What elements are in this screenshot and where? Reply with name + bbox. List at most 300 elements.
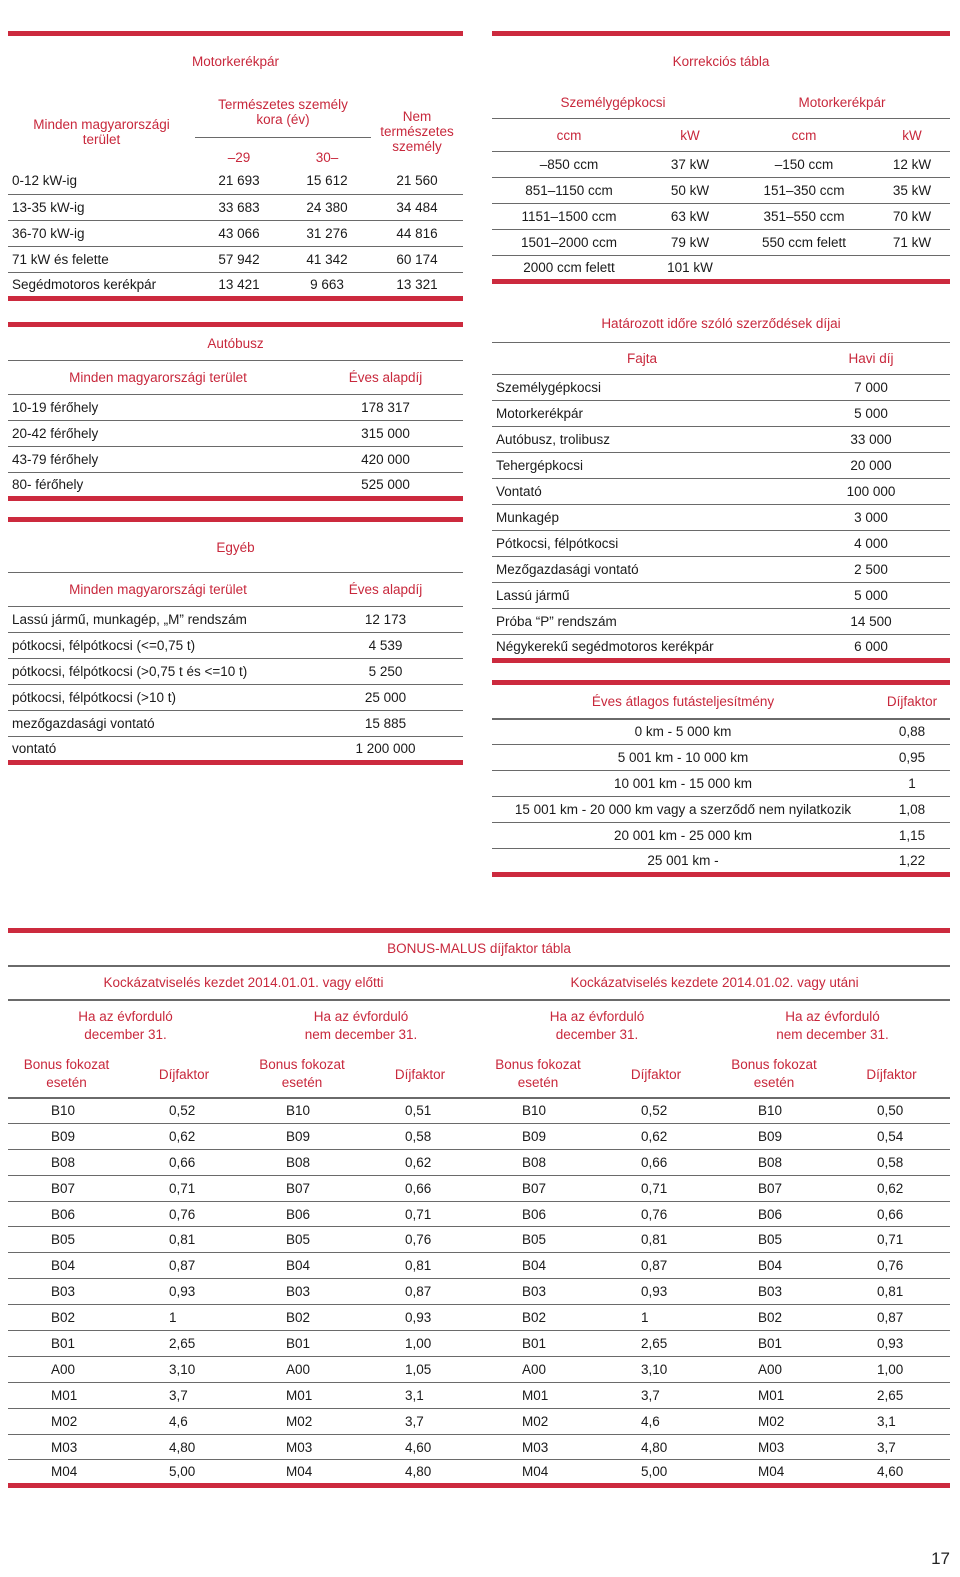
bm-cell: B05 xyxy=(715,1227,833,1253)
korr-row xyxy=(492,178,950,204)
korr-kw-1: kW xyxy=(646,119,734,152)
other-cell: 15 885 xyxy=(308,711,463,737)
bm-row xyxy=(8,1382,950,1408)
page-number: 17 xyxy=(931,1549,950,1568)
moto-cell: 36-70 kW-ig xyxy=(8,220,195,246)
korr-title: Korrekciós tábla xyxy=(492,34,950,87)
moto-row xyxy=(8,272,463,298)
fixed-cell: Mezőgazdasági vontató xyxy=(492,556,792,582)
bus-cell: 43-79 férőhely xyxy=(8,447,308,473)
other-cell: 25 000 xyxy=(308,685,463,711)
bm-cell: 0,71 xyxy=(833,1227,950,1253)
other-cell: pótkocsi, félpótkocsi (>0,75 t és <=10 t) xyxy=(8,659,308,685)
bm-cell: M04 xyxy=(715,1460,833,1486)
bm-cell: B04 xyxy=(8,1253,125,1279)
bm-row xyxy=(8,1434,950,1460)
fixed-cell: Vontató xyxy=(492,478,792,504)
korr-ccm-1: ccm xyxy=(492,119,646,152)
bm-cell: B02 xyxy=(8,1305,125,1331)
other-row xyxy=(8,633,463,659)
bm-anniversary-line1: Ha az évforduló xyxy=(313,1009,409,1024)
bm-table xyxy=(8,928,950,1488)
other-cell: pótkocsi, félpótkocsi (>10 t) xyxy=(8,685,308,711)
moto-table xyxy=(8,31,463,177)
moto-col-legal: Nem természetes személy xyxy=(380,109,454,154)
bm-cell: 0,62 xyxy=(125,1123,243,1149)
bm-row xyxy=(8,1356,950,1382)
bm-anniversary-line2: december 31. xyxy=(555,1027,639,1042)
fixed-cell: Motorkerékpár xyxy=(492,400,792,426)
bm-cell: 1,05 xyxy=(361,1356,479,1382)
other-col-fee: Éves alapdíj xyxy=(308,573,463,607)
bm-cell: B08 xyxy=(8,1149,125,1175)
bm-cell: B10 xyxy=(479,1098,597,1124)
km-cell: 1 xyxy=(874,771,950,797)
moto-cell: 57 942 xyxy=(195,246,283,272)
moto-cell: 13-35 kW-ig xyxy=(8,194,195,220)
korr-row xyxy=(492,256,950,282)
fixed-row xyxy=(492,478,950,504)
bus-row xyxy=(8,395,463,421)
bm-cell: 0,93 xyxy=(597,1279,715,1305)
bm-cell: M02 xyxy=(8,1408,125,1434)
bus-col-region: Minden magyarországi terület xyxy=(8,361,308,395)
bm-anniversary-line2: nem december 31. xyxy=(776,1027,889,1042)
bm-col-factor: Díjfaktor xyxy=(361,1052,479,1098)
bm-cell: 1 xyxy=(597,1305,715,1331)
fixed-cell: Személygépkocsi xyxy=(492,374,792,400)
korr-cell: 550 ccm felett xyxy=(734,230,874,256)
bus-row xyxy=(8,473,463,499)
moto-cell: 34 484 xyxy=(371,194,463,220)
korr-row xyxy=(492,204,950,230)
bm-cell: 5,00 xyxy=(125,1460,243,1486)
bm-cell: 4,80 xyxy=(125,1434,243,1460)
bm-cell: 0,81 xyxy=(833,1279,950,1305)
bm-cell: 3,7 xyxy=(597,1382,715,1408)
other-cell: Lassú jármű, munkagép, „M” rendszám xyxy=(8,607,308,633)
moto-cell: 15 612 xyxy=(283,168,371,194)
bm-cell: B09 xyxy=(243,1123,361,1149)
korr-ccm-2: ccm xyxy=(734,119,874,152)
bm-row xyxy=(8,1305,950,1331)
bm-cell: 0,54 xyxy=(833,1123,950,1149)
bm-cell: 3,7 xyxy=(361,1408,479,1434)
korr-cell: 1501–2000 ccm xyxy=(492,230,646,256)
bm-cell: 0,50 xyxy=(833,1098,950,1124)
bm-cell: M02 xyxy=(715,1408,833,1434)
bm-cell: B07 xyxy=(479,1175,597,1201)
bm-cell: 2,65 xyxy=(597,1331,715,1357)
moto-cell: 13 421 xyxy=(195,272,283,298)
fixed-cell: 2 500 xyxy=(792,556,950,582)
bm-row xyxy=(8,1098,950,1124)
km-row xyxy=(492,771,950,797)
bm-row xyxy=(8,1253,950,1279)
bm-cell: 0,76 xyxy=(125,1201,243,1227)
bm-after: Kockázatviselés kezdete 2014.01.02. vagy utáni xyxy=(479,966,950,1000)
other-cell: 1 200 000 xyxy=(308,737,463,763)
bm-cell: A00 xyxy=(8,1356,125,1382)
bm-row xyxy=(8,1201,950,1227)
fixed-row xyxy=(492,582,950,608)
bm-col-bonus xyxy=(243,1052,361,1098)
bus-cell: 525 000 xyxy=(308,473,463,499)
bm-cell: B08 xyxy=(715,1149,833,1175)
bm-cell: B04 xyxy=(715,1253,833,1279)
bm-cell: 3,1 xyxy=(833,1408,950,1434)
bm-cell: 2,65 xyxy=(833,1382,950,1408)
bm-cell: B09 xyxy=(8,1123,125,1149)
bm-cell: 4,60 xyxy=(361,1434,479,1460)
moto-cell: 13 321 xyxy=(371,272,463,298)
bus-table xyxy=(8,322,463,501)
bm-cell: B05 xyxy=(479,1227,597,1253)
bm-col-factor: Díjfaktor xyxy=(833,1052,950,1098)
bm-col-factor: Díjfaktor xyxy=(597,1052,715,1098)
other-row xyxy=(8,711,463,737)
bm-cell: 1 xyxy=(125,1305,243,1331)
fixed-cell: 100 000 xyxy=(792,478,950,504)
fixed-cell: Négykerekű segédmotoros kerékpár xyxy=(492,634,792,660)
fixed-cell: Lassú jármű xyxy=(492,582,792,608)
fixed-cell: Autóbusz, trolibusz xyxy=(492,426,792,452)
bm-cell: B05 xyxy=(8,1227,125,1253)
bm-cell: 0,62 xyxy=(361,1149,479,1175)
bm-cell: B04 xyxy=(479,1253,597,1279)
km-cell: 20 001 km - 25 000 km xyxy=(492,823,874,849)
moto-cell: 60 174 xyxy=(371,246,463,272)
bm-cell: 0,81 xyxy=(125,1227,243,1253)
bm-cell: 0,81 xyxy=(597,1227,715,1253)
bm-col-factor: Díjfaktor xyxy=(125,1052,243,1098)
bm-cell: B10 xyxy=(715,1098,833,1124)
korr-cell: 71 kW xyxy=(874,230,950,256)
korr-cell: 79 kW xyxy=(646,230,734,256)
km-col-factor: Díjfaktor xyxy=(874,683,950,719)
bm-cell: 0,87 xyxy=(125,1253,243,1279)
korr-cell: 50 kW xyxy=(646,178,734,204)
fixed-cell: 20 000 xyxy=(792,452,950,478)
bus-cell: 178 317 xyxy=(308,395,463,421)
bm-cell: 4,80 xyxy=(361,1460,479,1486)
km-cell: 5 001 km - 10 000 km xyxy=(492,745,874,771)
bus-col-fee: Éves alapdíj xyxy=(308,361,463,395)
korr-cell xyxy=(874,256,950,282)
bm-cell: M01 xyxy=(715,1382,833,1408)
bm-col-bonus xyxy=(8,1052,125,1098)
fixed-cell: 33 000 xyxy=(792,426,950,452)
bm-cell: 1,00 xyxy=(833,1356,950,1382)
bus-cell: 80- férőhely xyxy=(8,473,308,499)
bm-anniversary-header xyxy=(715,1000,950,1052)
bm-anniversary-line1: Ha az évforduló xyxy=(785,1009,880,1024)
km-cell: 0 km - 5 000 km xyxy=(492,719,874,745)
fixed-cell: 3 000 xyxy=(792,504,950,530)
korr-cell: 63 kW xyxy=(646,204,734,230)
km-cell: 0,88 xyxy=(874,719,950,745)
other-row xyxy=(8,607,463,633)
other-cell: pótkocsi, félpótkocsi (<=0,75 t) xyxy=(8,633,308,659)
km-row xyxy=(492,797,950,823)
bm-cell: M02 xyxy=(243,1408,361,1434)
bm-anniversary-line2: december 31. xyxy=(84,1027,167,1042)
bm-anniversary-header xyxy=(243,1000,479,1052)
bm-cell: B01 xyxy=(715,1331,833,1357)
bm-cell: A00 xyxy=(715,1356,833,1382)
moto-cell: 43 066 xyxy=(195,220,283,246)
moto-cell: 21 693 xyxy=(195,168,283,194)
bm-anniversary-line1: Ha az évforduló xyxy=(549,1009,645,1024)
bm-col-bonus-line1: Bonus fokozat xyxy=(495,1057,581,1072)
fixed-cell: Próba “P” rendszám xyxy=(492,608,792,634)
fixed-col-type: Fajta xyxy=(492,342,792,374)
bm-row xyxy=(8,1123,950,1149)
fixed-row xyxy=(492,400,950,426)
other-row xyxy=(8,737,463,763)
korr-row xyxy=(492,230,950,256)
bm-cell: 3,10 xyxy=(597,1356,715,1382)
other-table xyxy=(8,517,463,765)
bm-col-bonus-line1: Bonus fokozat xyxy=(731,1057,817,1072)
fixed-row xyxy=(492,556,950,582)
bm-cell: 4,6 xyxy=(125,1408,243,1434)
korr-cell xyxy=(734,256,874,282)
km-cell: 0,95 xyxy=(874,745,950,771)
bm-cell: 3,1 xyxy=(361,1382,479,1408)
moto-col-age: Természetes személy kora (év) xyxy=(195,87,371,138)
fixed-cell: 5 000 xyxy=(792,400,950,426)
bm-cell: B03 xyxy=(8,1279,125,1305)
bm-cell: M01 xyxy=(8,1382,125,1408)
korr-kw-2: kW xyxy=(874,119,950,152)
bm-cell: B10 xyxy=(8,1098,125,1124)
moto-age-young: –29 xyxy=(227,149,251,165)
moto-row xyxy=(8,168,463,194)
bm-cell: B09 xyxy=(715,1123,833,1149)
bm-cell: 0,93 xyxy=(125,1279,243,1305)
fixed-col-fee: Havi díj xyxy=(792,342,950,374)
bm-cell: 0,52 xyxy=(125,1098,243,1124)
bm-cell: B01 xyxy=(8,1331,125,1357)
moto-row xyxy=(8,220,463,246)
fixed-row xyxy=(492,452,950,478)
bm-cell: 2,65 xyxy=(125,1331,243,1357)
bm-cell: 0,51 xyxy=(361,1098,479,1124)
bm-col-bonus-line2: esetén xyxy=(753,1075,795,1090)
bm-cell: 3,10 xyxy=(125,1356,243,1382)
km-cell: 1,08 xyxy=(874,797,950,823)
bm-cell: A00 xyxy=(243,1356,361,1382)
bm-cell: 0,81 xyxy=(361,1253,479,1279)
bm-cell: 3,7 xyxy=(125,1382,243,1408)
bm-cell: 0,62 xyxy=(833,1175,950,1201)
bm-row xyxy=(8,1227,950,1253)
bm-cell: B06 xyxy=(8,1201,125,1227)
bm-cell: 4,6 xyxy=(597,1408,715,1434)
bm-row xyxy=(8,1331,950,1357)
other-row xyxy=(8,659,463,685)
fixed-title: Határozott időre szóló szerződések díjai xyxy=(492,306,950,342)
other-cell: 5 250 xyxy=(308,659,463,685)
bm-cell: B02 xyxy=(243,1305,361,1331)
korr-cell: 1151–1500 ccm xyxy=(492,204,646,230)
km-row xyxy=(492,719,950,745)
bm-cell: B03 xyxy=(715,1279,833,1305)
bm-cell: M03 xyxy=(479,1434,597,1460)
korr-moto: Motorkerékpár xyxy=(734,87,950,119)
korr-cell: 37 kW xyxy=(646,152,734,178)
km-cell: 1,22 xyxy=(874,849,950,875)
bm-anniversary-header xyxy=(479,1000,715,1052)
bm-cell: 0,76 xyxy=(597,1201,715,1227)
other-cell: 12 173 xyxy=(308,607,463,633)
bm-cell: B07 xyxy=(8,1175,125,1201)
bm-cell: 0,93 xyxy=(833,1331,950,1357)
fixed-cell: 14 500 xyxy=(792,608,950,634)
fixed-row xyxy=(492,530,950,556)
moto-age-old: 30– xyxy=(315,149,339,165)
other-row xyxy=(8,685,463,711)
fixed-cell: Tehergépkocsi xyxy=(492,452,792,478)
bm-cell: B07 xyxy=(243,1175,361,1201)
korr-cell: –850 ccm xyxy=(492,152,646,178)
fixed-cell: 5 000 xyxy=(792,582,950,608)
other-col-region: Minden magyarországi terület xyxy=(8,573,308,607)
bm-cell: 0,62 xyxy=(597,1123,715,1149)
bm-cell: B02 xyxy=(715,1305,833,1331)
bm-cell: 0,87 xyxy=(361,1279,479,1305)
bm-row xyxy=(8,1279,950,1305)
bm-col-bonus xyxy=(715,1052,833,1098)
km-table xyxy=(492,680,950,877)
bm-cell: B08 xyxy=(243,1149,361,1175)
bm-cell: 0,76 xyxy=(833,1253,950,1279)
bm-cell: M01 xyxy=(243,1382,361,1408)
bm-cell: M02 xyxy=(479,1408,597,1434)
bus-row xyxy=(8,447,463,473)
bus-title: Autóbusz xyxy=(8,325,463,361)
fixed-cell: 6 000 xyxy=(792,634,950,660)
korr-cell: 70 kW xyxy=(874,204,950,230)
other-title: Egyéb xyxy=(8,520,463,573)
moto-cell: 24 380 xyxy=(283,194,371,220)
km-col-km: Éves átlagos futásteljesítmény xyxy=(492,683,874,719)
bm-cell: M03 xyxy=(8,1434,125,1460)
km-row xyxy=(492,849,950,875)
bm-before: Kockázatviselés kezdet 2014.01.01. vagy előtti xyxy=(8,966,479,1000)
moto-cell: Segédmotoros kerékpár xyxy=(8,272,195,298)
moto-body xyxy=(8,168,463,301)
bm-cell: B06 xyxy=(479,1201,597,1227)
bm-cell: M04 xyxy=(8,1460,125,1486)
bm-cell: M03 xyxy=(243,1434,361,1460)
fixed-row xyxy=(492,608,950,634)
bm-cell: A00 xyxy=(479,1356,597,1382)
bm-cell: 0,76 xyxy=(361,1227,479,1253)
moto-row xyxy=(8,246,463,272)
fixed-row xyxy=(492,634,950,660)
bm-row xyxy=(8,1175,950,1201)
moto-cell: 44 816 xyxy=(371,220,463,246)
bm-cell: 0,66 xyxy=(125,1149,243,1175)
bm-row xyxy=(8,1460,950,1486)
bus-cell: 420 000 xyxy=(308,447,463,473)
bm-col-bonus-line1: Bonus fokozat xyxy=(259,1057,345,1072)
bm-cell: B02 xyxy=(479,1305,597,1331)
moto-row xyxy=(8,194,463,220)
bm-cell: M03 xyxy=(715,1434,833,1460)
bm-cell: B09 xyxy=(479,1123,597,1149)
fixed-cell: Munkagép xyxy=(492,504,792,530)
km-row xyxy=(492,745,950,771)
bm-row xyxy=(8,1149,950,1175)
bm-col-bonus-line2: esetén xyxy=(281,1075,323,1090)
bm-col-bonus-line2: esetén xyxy=(46,1075,87,1090)
bm-cell: B06 xyxy=(243,1201,361,1227)
bm-cell: 4,60 xyxy=(833,1460,950,1486)
bm-cell: B10 xyxy=(243,1098,361,1124)
km-cell: 25 001 km - xyxy=(492,849,874,875)
bm-cell: M04 xyxy=(479,1460,597,1486)
bm-cell: 0,93 xyxy=(361,1305,479,1331)
moto-cell: 41 342 xyxy=(283,246,371,272)
bm-row xyxy=(8,1408,950,1434)
bm-cell: B03 xyxy=(243,1279,361,1305)
bm-cell: 0,87 xyxy=(833,1305,950,1331)
fixed-cell: 7 000 xyxy=(792,374,950,400)
bm-cell: 1,00 xyxy=(361,1331,479,1357)
bm-anniversary-header xyxy=(8,1000,243,1052)
bm-cell: M01 xyxy=(479,1382,597,1408)
other-cell: vontató xyxy=(8,737,308,763)
bm-cell: B05 xyxy=(243,1227,361,1253)
bm-cell: 0,66 xyxy=(833,1201,950,1227)
fixed-row xyxy=(492,504,950,530)
korr-cell: 101 kW xyxy=(646,256,734,282)
fixed-table xyxy=(492,306,950,663)
bm-anniversary-line1: Ha az évforduló xyxy=(78,1009,173,1024)
bm-cell: 0,58 xyxy=(361,1123,479,1149)
moto-cell: 31 276 xyxy=(283,220,371,246)
moto-col-region: Minden magyarországi terület xyxy=(33,116,170,147)
bm-title: BONUS-MALUS díjfaktor tábla xyxy=(8,931,950,966)
korr-car: Személygépkocsi xyxy=(492,87,734,119)
korr-cell: 151–350 ccm xyxy=(734,178,874,204)
bus-cell: 315 000 xyxy=(308,421,463,447)
bm-cell: 0,71 xyxy=(597,1175,715,1201)
bm-cell: M04 xyxy=(243,1460,361,1486)
korr-cell: 35 kW xyxy=(874,178,950,204)
moto-cell: 21 560 xyxy=(371,168,463,194)
other-cell: mezőgazdasági vontató xyxy=(8,711,308,737)
bm-cell: B07 xyxy=(715,1175,833,1201)
bm-cell: 0,66 xyxy=(597,1149,715,1175)
bm-cell: 0,87 xyxy=(597,1253,715,1279)
korr-cell: 12 kW xyxy=(874,152,950,178)
korr-cell: 2000 ccm felett xyxy=(492,256,646,282)
bm-cell: 0,66 xyxy=(361,1175,479,1201)
bm-col-bonus-line1: Bonus fokozat xyxy=(23,1057,110,1072)
bm-cell: 4,80 xyxy=(597,1434,715,1460)
bm-cell: B01 xyxy=(479,1331,597,1357)
km-cell: 15 001 km - 20 000 km vagy a szerződő nem nyilatkozik xyxy=(492,797,874,823)
km-cell: 1,15 xyxy=(874,823,950,849)
korr-row xyxy=(492,152,950,178)
bm-cell: B06 xyxy=(715,1201,833,1227)
korr-cell: 351–550 ccm xyxy=(734,204,874,230)
fixed-cell: Pótkocsi, félpótkocsi xyxy=(492,530,792,556)
